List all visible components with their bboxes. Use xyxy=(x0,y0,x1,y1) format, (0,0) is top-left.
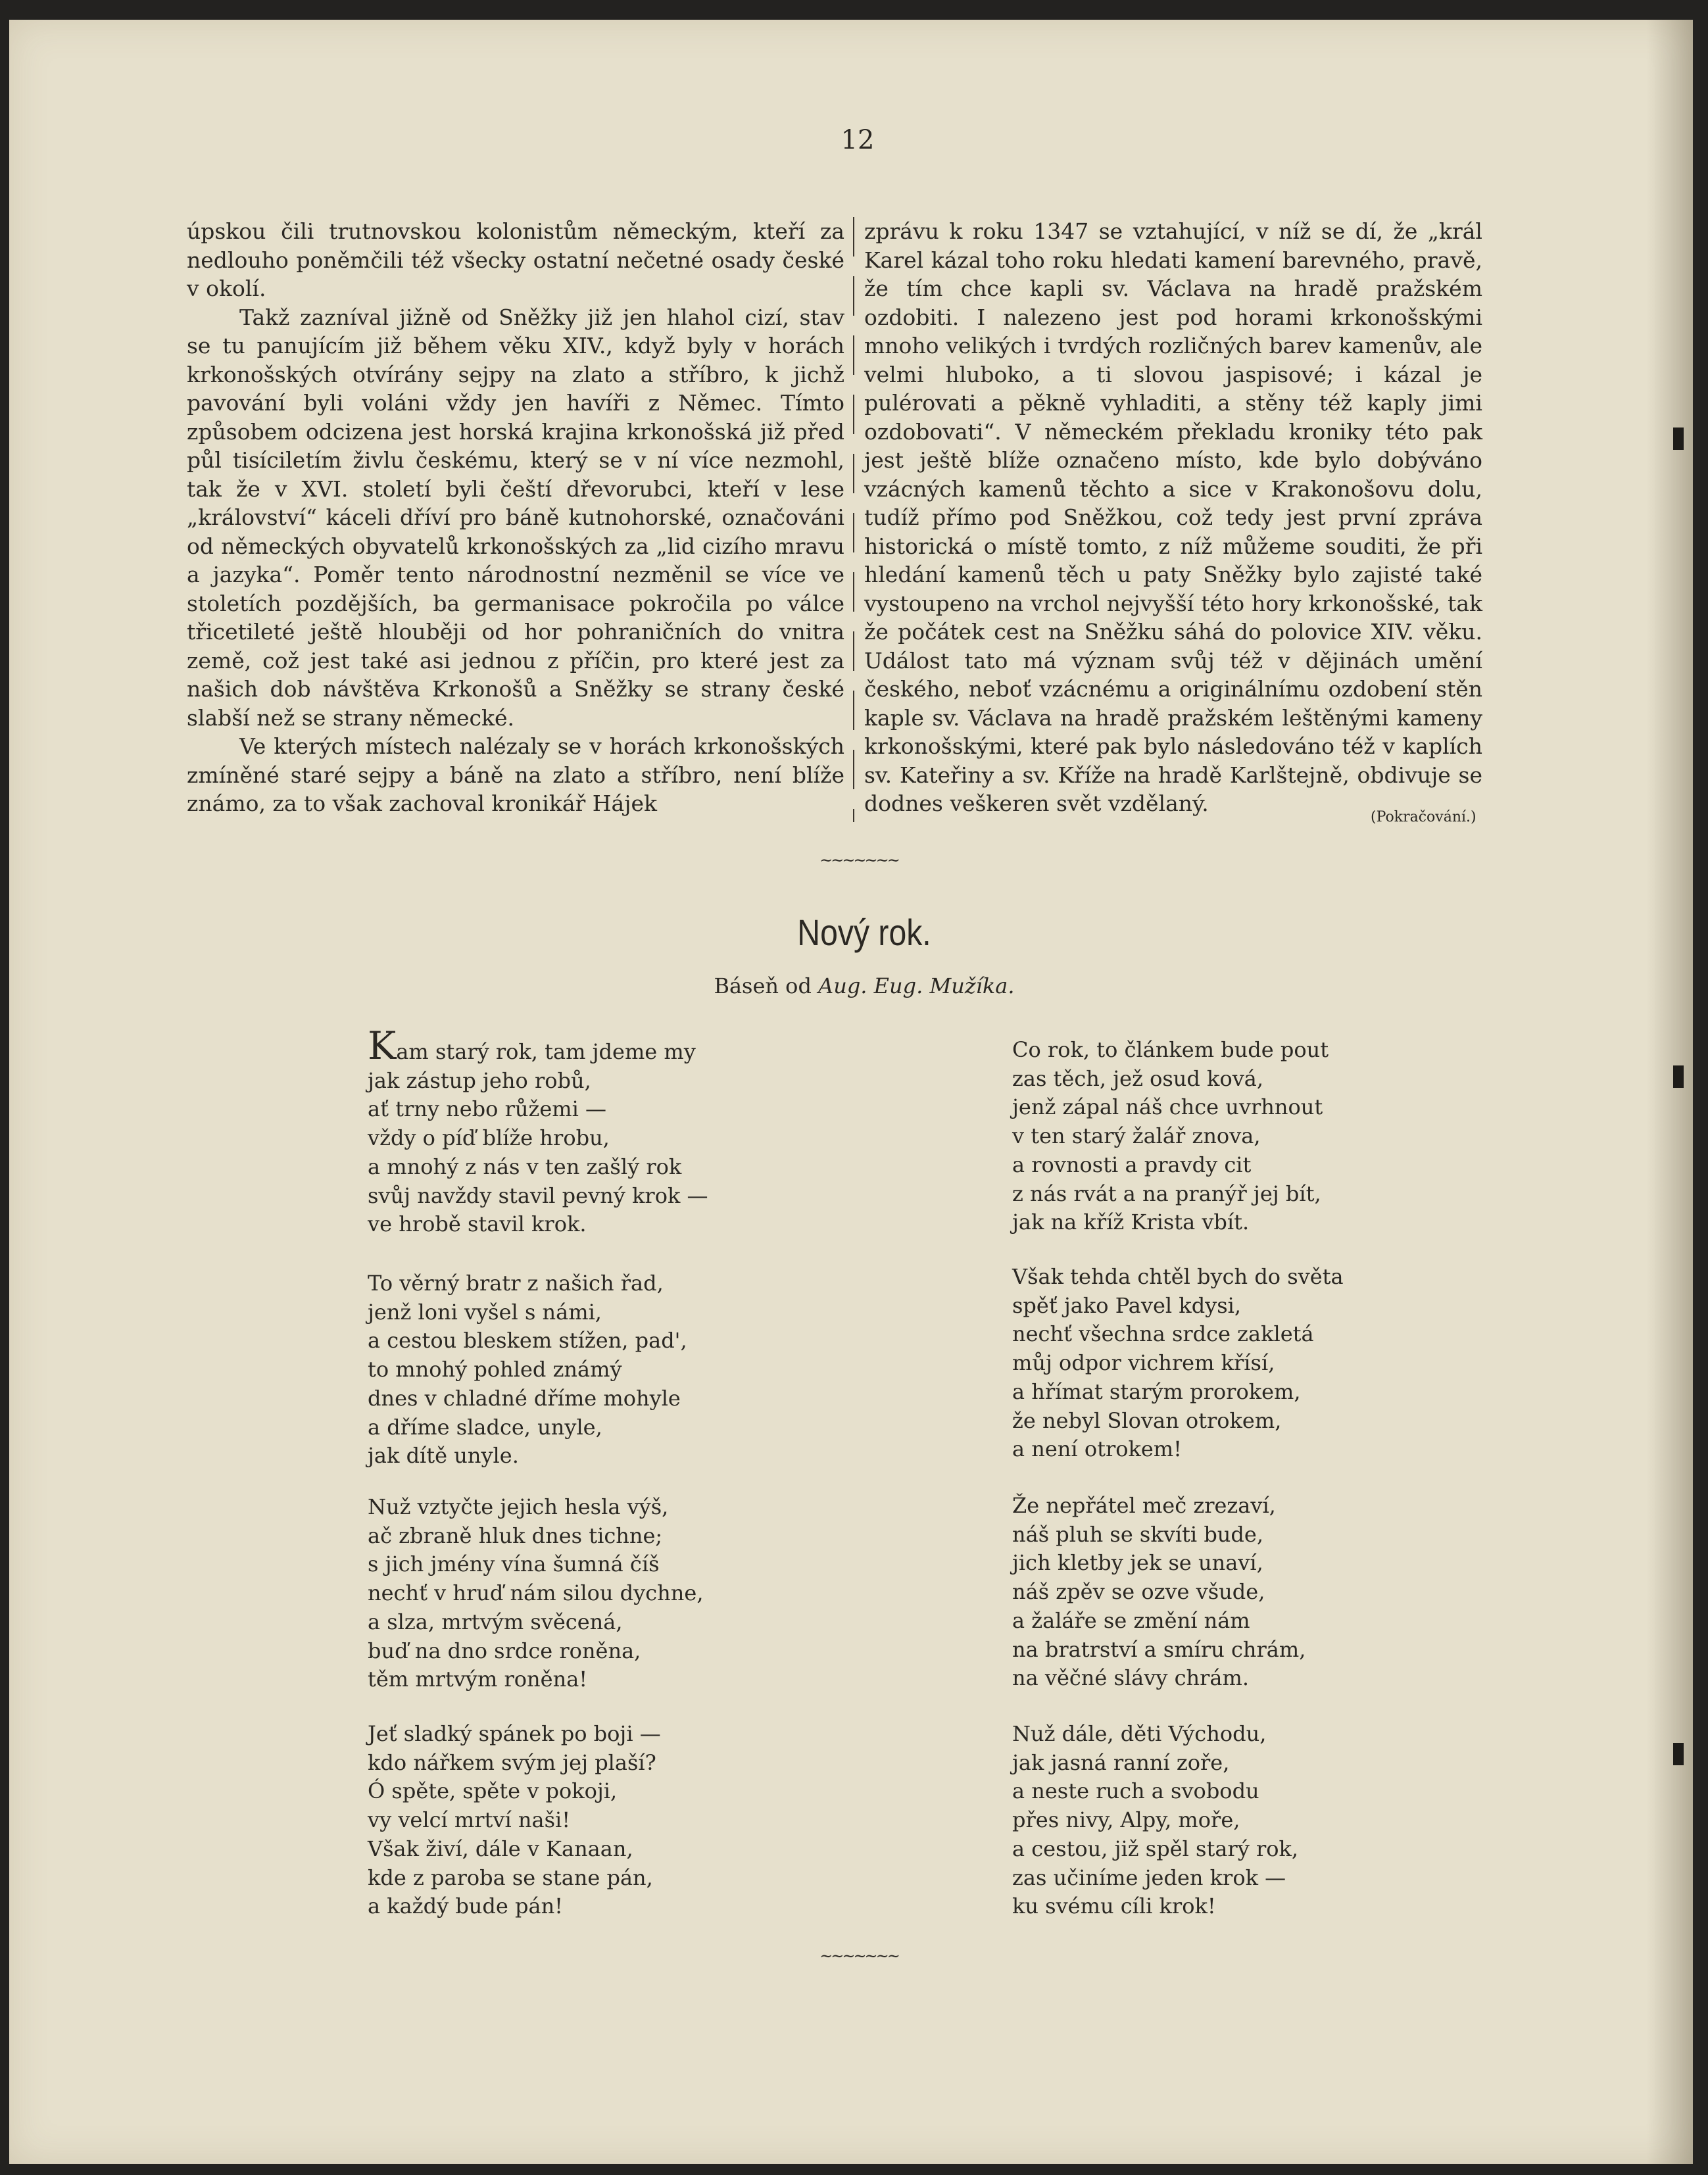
poem-line: nechť v hruď nám silou dychne, xyxy=(368,1580,704,1606)
poem-line: jak jasná ranní zoře, xyxy=(1012,1749,1230,1775)
poem-line: jenž loni vyšel s námi, xyxy=(368,1299,602,1325)
poem-line: Co rok, to článkem bude pout xyxy=(1012,1037,1329,1062)
poem-line: ať trny nebo růžemi — xyxy=(368,1096,607,1122)
poem-line: jenž zápal náš chce uvrhnout xyxy=(1012,1094,1323,1120)
poem-line: ku svému cíli krok! xyxy=(1012,1894,1216,1919)
binding-tab-mark xyxy=(1673,1065,1684,1088)
poem-line: přes nivy, Alpy, moře, xyxy=(1012,1807,1240,1833)
poem-line: ač zbraně hluk dnes tichne; xyxy=(368,1523,663,1548)
poem-line: kdo nářkem svým jej plaší? xyxy=(368,1749,656,1775)
article-paragraph: Takž zazníval jižně od Sněžky již jen hlahol cizí, stav se tu panujícím již během věku XIV., když byly v horách krkonošských otvírány sejpy na zlato a stříbro, k jichž pavování byli voláni vždy jen havíři z Němec. Tímto způsobem odcizena jest horská krajina krkonošská již před půl tisíciletím živlu českému, který se v ní více nezmohl, tak že v XVI. století byli čeští dřevorubci, kteří v lese „království“ káceli dříví pro báně kutnohorské, označováni od německých obyvatelů krkonošských za „lid cizího mravu a jazyka“. Poměr tento národnostní nezměnil se více ve stoletích pozdějších, ba germanisace pokročila po válce třicetileté ještě hlouběji od hor pohraničních do vnitra země, což jest také asi jednou z příčin, pro které jest za našich dob návštěva Krkonošů a Sněžky se strany české slabší než se strany německé. xyxy=(187,304,844,731)
poem-line: a rovnosti a pravdy cit xyxy=(1012,1152,1252,1177)
poem-line: ve hrobě stavil krok. xyxy=(368,1211,587,1237)
article-paragraph: Ve kterých místech nalézaly se v horách krkonošských zmíněné staré sejpy a báně na zlato a stříbro, není blíže známo, za to však zachoval kronikář Hájek xyxy=(187,733,844,816)
poem-line: a každý bude pán! xyxy=(368,1894,564,1919)
poem-line: můj odpor vichrem křísí, xyxy=(1012,1350,1275,1376)
poem-stanza xyxy=(1012,1036,1329,1237)
poem-line: zas učiníme jeden krok — xyxy=(1012,1865,1286,1890)
poem-line: jak zástup jeho robů, xyxy=(368,1067,591,1093)
article-paragraph: zprávu k roku 1347 se vztahující, v níž se dí, že „král Karel kázal toho roku hledati kamení barevného, pravě, že tím chce kapli sv. Václava na hradě pražském ozdobiti. I nalezeno jest pod horami krkonošskými mnoho velikých i tvrdých rozličných barev kamenův, ale velmi hluboko, a ti slovou jaspisové; i kázal je pulérovati a pěkně vyhladiti, a stěny též kaply jimi ozdobovati“. V německém překladu kroniky této pak jest ještě blíže označeno místo, kde bylo dobýváno vzácných kamenů těchto a sice v Krakonošovu dolu, tudíž přímo pod Sněžkou, což tedy jest první zpráva historická o místě tomto, z níž můžeme souditi, že při hledání kamenů těch u paty Sněžky bylo zajisté také vystoupeno na vrchol nejvyšší této hory krkonošské, tak že počátek cest na Sněžku sáhá do polovice XIV. věku. Událost tato má význam svůj též v dějinách umění českého, neboť vzácnému a originálnímu ozdobení stěn kaple sv. Václava na hradě pražském leštěnými kameny krkonošskými, které pak bylo následováno též v kaplích sv. Kateřiny a sv. Kříže na hradě Karlštejně, obdivuje se dodnes veškeren svět vzdělaný. xyxy=(864,218,1482,816)
poem-line: a cestou, již spěl starý rok, xyxy=(1012,1836,1299,1861)
binding-tab-mark xyxy=(1673,1743,1684,1765)
poem-line: a dříme sladce, unyle, xyxy=(368,1414,602,1440)
page-spine-shadow xyxy=(1647,20,1693,2164)
poem-line: spěť jako Pavel kdysi, xyxy=(1012,1292,1242,1318)
article-left-column xyxy=(187,217,844,818)
poem-line: a žaláře se změní nám xyxy=(1012,1607,1250,1633)
poem-line: to mnohý pohled známý xyxy=(368,1357,622,1382)
poem-line: na bratrství a smíru chrám, xyxy=(1012,1636,1306,1662)
poem-line: jak dítě unyle. xyxy=(368,1443,519,1469)
drop-cap: K xyxy=(368,1023,397,1068)
article-right-column xyxy=(864,217,1482,818)
poem-line: Však živí, dále v Kanaan, xyxy=(368,1836,633,1861)
poem-line: Nuž vztyčte jejich hesla výš, xyxy=(368,1494,669,1519)
poem-line: kde z paroba se stane pán, xyxy=(368,1865,653,1890)
poem-line: vždy o píď blíže hrobu, xyxy=(368,1125,610,1151)
poem-author: Aug. Eug. Mužíka. xyxy=(818,973,1015,998)
column-divider xyxy=(853,217,854,822)
poem-byline xyxy=(634,973,1094,998)
poem-stanza xyxy=(368,1023,708,1239)
poem-stanza xyxy=(1012,1492,1305,1693)
page-number: 12 xyxy=(841,125,875,155)
poem-stanza xyxy=(368,1269,687,1471)
poem-line: na věčné slávy chrám. xyxy=(1012,1665,1249,1691)
poem-line: že nebyl Slovan otrokem, xyxy=(1012,1407,1282,1433)
poem-line: jak na kříž Krista vbít. xyxy=(1012,1210,1250,1235)
poem-line: a mnohý z nás v ten zašlý rok xyxy=(368,1154,682,1179)
end-ornament: ~~~~~~~ xyxy=(819,1947,898,1965)
poem-stanza xyxy=(1012,1720,1298,1921)
poem-line: svůj navždy stavil pevný krok — xyxy=(368,1183,708,1208)
article-paragraph: úpskou čili trutnovskou kolonistům německým, kteří za nedlouho poněmčili též všecky ostatní nečetné osady české v okolí. xyxy=(187,218,844,301)
poem-line: těm mrtvým roněna! xyxy=(368,1667,588,1692)
poem-line: Jeť sladký spánek po boji — xyxy=(368,1721,661,1746)
poem-line: náš pluh se skvíti bude, xyxy=(1012,1521,1263,1547)
byline-prefix: Báseň od xyxy=(714,973,812,998)
poem-line: Však tehda chtěl bych do světa xyxy=(1012,1264,1344,1289)
poem-line: náš zpěv se ozve všude, xyxy=(1012,1579,1265,1605)
poem-line: To věrný bratr z našich řad, xyxy=(368,1271,664,1296)
poem-line: a není otrokem! xyxy=(1012,1436,1183,1462)
poem-line: a cestou bleskem stížen, pad', xyxy=(368,1328,687,1354)
poem-stanza xyxy=(368,1493,703,1694)
poem-line: nechť všechna srdce zakletá xyxy=(1012,1321,1314,1347)
poem-stanza xyxy=(368,1720,661,1921)
poem-line: a neste ruch a svobodu xyxy=(1012,1778,1259,1804)
poem-line: Že nepřátel meč zrezaví, xyxy=(1012,1493,1276,1518)
poem-line: zas těch, jež osud ková, xyxy=(1012,1065,1264,1091)
poem-line: v ten starý žalář znova, xyxy=(1012,1123,1261,1149)
poem-line: a hřímat starým prorokem, xyxy=(1012,1379,1301,1404)
poem-line: dnes v chladné dříme mohyle xyxy=(368,1385,681,1411)
poem-line: Kam starý rok, tam jdeme my xyxy=(368,1023,696,1068)
poem-stanza xyxy=(1012,1263,1344,1464)
poem-line: buď na dno srdce roněna, xyxy=(368,1638,641,1663)
scanned-page xyxy=(9,20,1693,2164)
binding-tab-mark xyxy=(1673,428,1684,450)
poem-line: jich kletby jek se unaví, xyxy=(1012,1550,1263,1576)
poem-line: z nás rvát a na pranýř jej bít, xyxy=(1012,1181,1321,1206)
continued-note: (Pokračování.) xyxy=(1371,809,1476,825)
poem-line: Nuž dále, děti Východu, xyxy=(1012,1721,1267,1746)
poem-line: vy velcí mrtví naši! xyxy=(368,1807,571,1833)
poem-line: a slza, mrtvým svěcená, xyxy=(368,1609,623,1634)
poem-line: Ó spěte, spěte v pokoji, xyxy=(368,1778,618,1804)
poem-title: Nový rok. xyxy=(797,912,931,953)
section-ornament: ~~~~~~~ xyxy=(819,851,898,869)
poem-line: s jich jmény vína šumná číš xyxy=(368,1552,660,1577)
